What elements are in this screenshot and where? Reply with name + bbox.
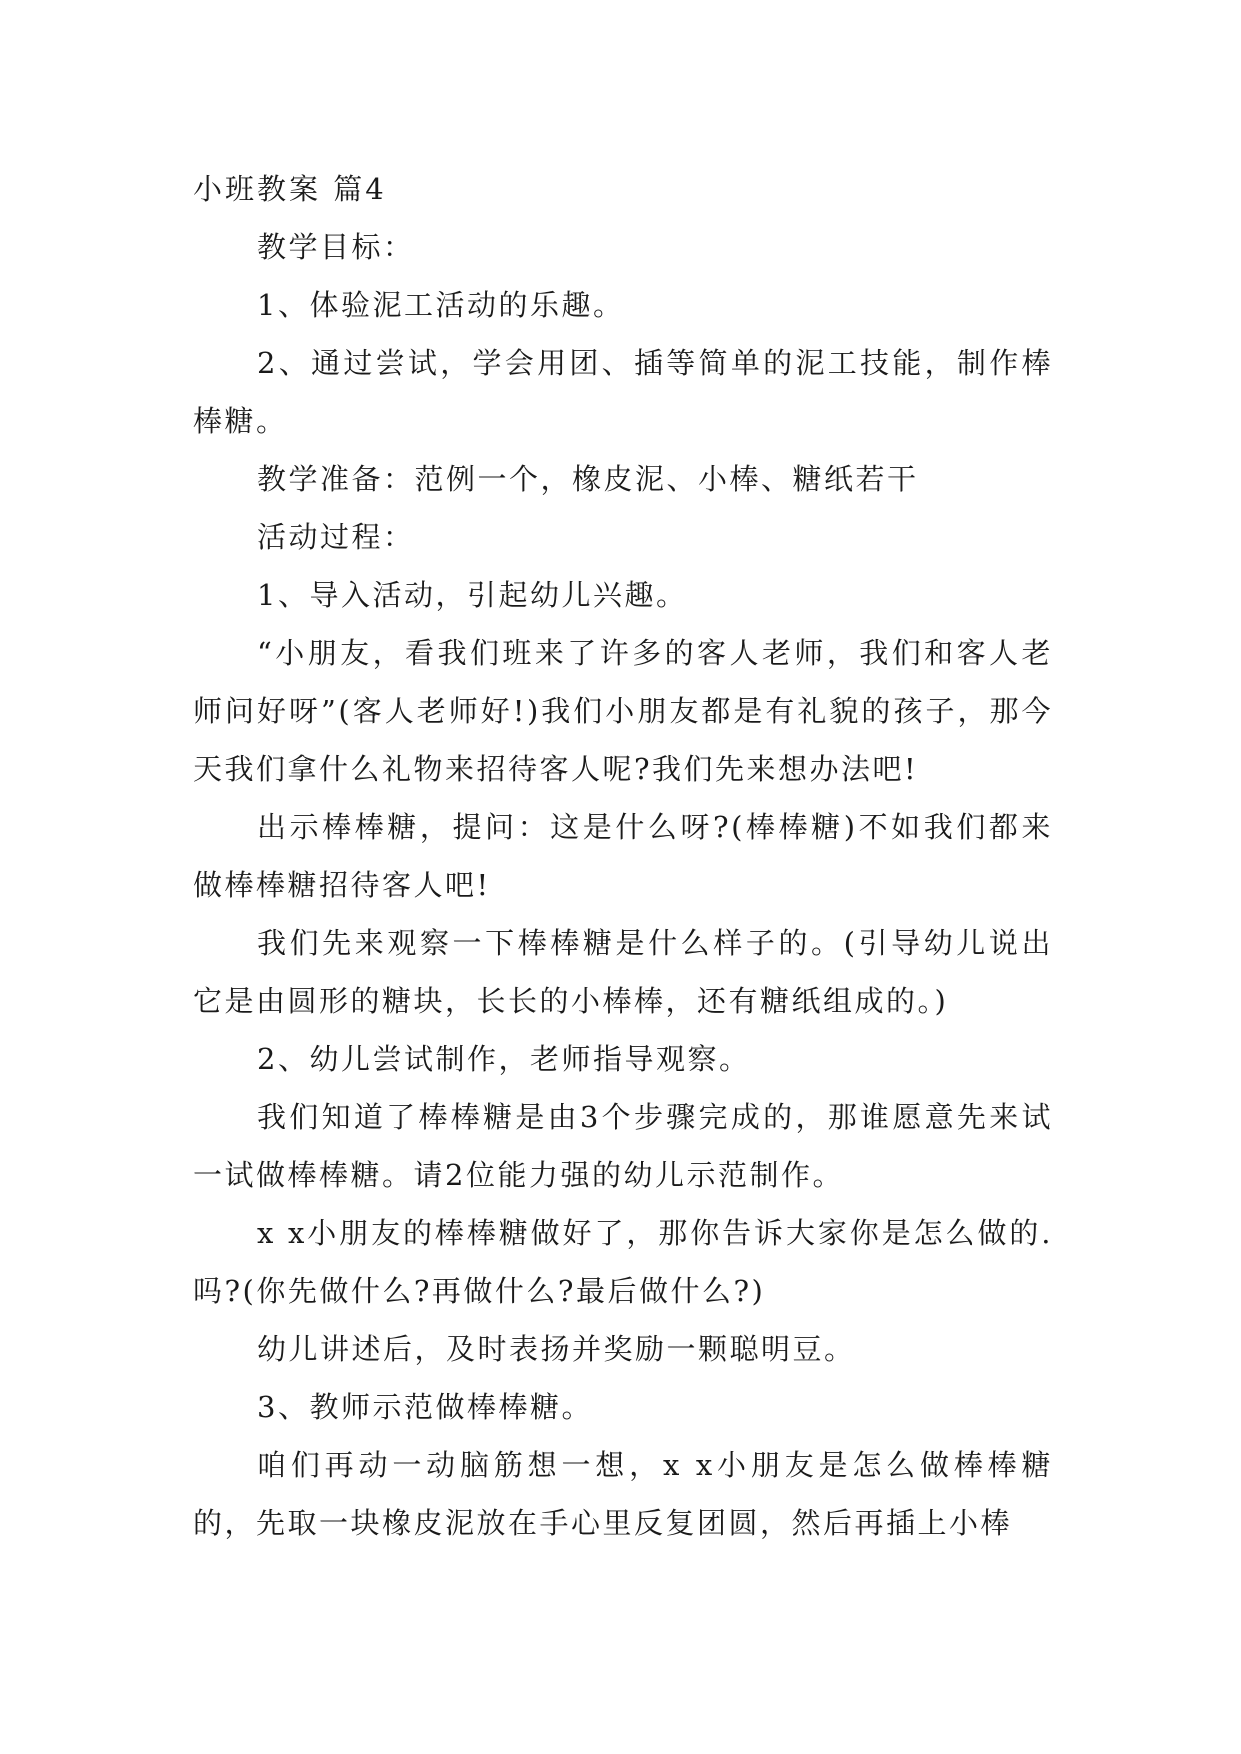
paragraph-think: 咱们再动一动脑筋想一想，x x小朋友是怎么做棒棒糖的，先取一块橡皮泥放在手心里反复团圆，然后再插上小棒 xyxy=(193,1448,1053,1540)
paragraph-three-steps: 我们知道了棒棒糖是由3个步骤完成的，那谁愿意先来试一试做棒棒糖。请2位能力强的幼儿示范制作。 xyxy=(193,1100,1053,1192)
document-title: 小班教案 篇4 xyxy=(193,172,387,206)
paragraph-preparation: 教学准备：范例一个，橡皮泥、小棒、糖纸若干 xyxy=(257,462,919,496)
document-body xyxy=(193,160,1053,1552)
paragraph-goal-1: 1、体验泥工活动的乐趣。 xyxy=(257,288,625,322)
paragraph-step-2: 2、幼儿尝试制作，老师指导观察。 xyxy=(257,1042,751,1076)
paragraph-process-heading: 活动过程： xyxy=(257,520,415,554)
paragraph-show-lollipop: 出示棒棒糖，提问：这是什么呀?(棒棒糖)不如我们都来做棒棒糖招待客人吧! xyxy=(193,810,1053,902)
paragraph-child-done: x x小朋友的棒棒糖做好了，那你告诉大家你是怎么做的.吗?(你先做什么?再做什么?最后做什么?) xyxy=(193,1216,1053,1308)
paragraph-step-3: 3、教师示范做棒棒糖。 xyxy=(257,1390,593,1424)
paragraph-teaching-goals-heading: 教学目标： xyxy=(257,230,415,264)
paragraph-goal-2: 2、通过尝试，学会用团、插等简单的泥工技能，制作棒棒糖。 xyxy=(193,346,1053,438)
paragraph-praise: 幼儿讲述后，及时表扬并奖励一颗聪明豆。 xyxy=(257,1332,856,1366)
paragraph-step-1: 1、导入活动，引起幼儿兴趣。 xyxy=(257,578,688,612)
paragraph-observe: 我们先来观察一下棒棒糖是什么样子的。(引导幼儿说出它是由圆形的糖块，长长的小棒棒，还有糖纸组成的。) xyxy=(193,926,1053,1018)
paragraph-dialogue-greeting: “小朋友，看我们班来了许多的客人老师，我们和客人老师问好呀”(客人老师好!)我们小朋友都是有礼貌的孩子，那今天我们拿什么礼物来招待客人呢?我们先来想办法吧! xyxy=(193,636,1053,786)
